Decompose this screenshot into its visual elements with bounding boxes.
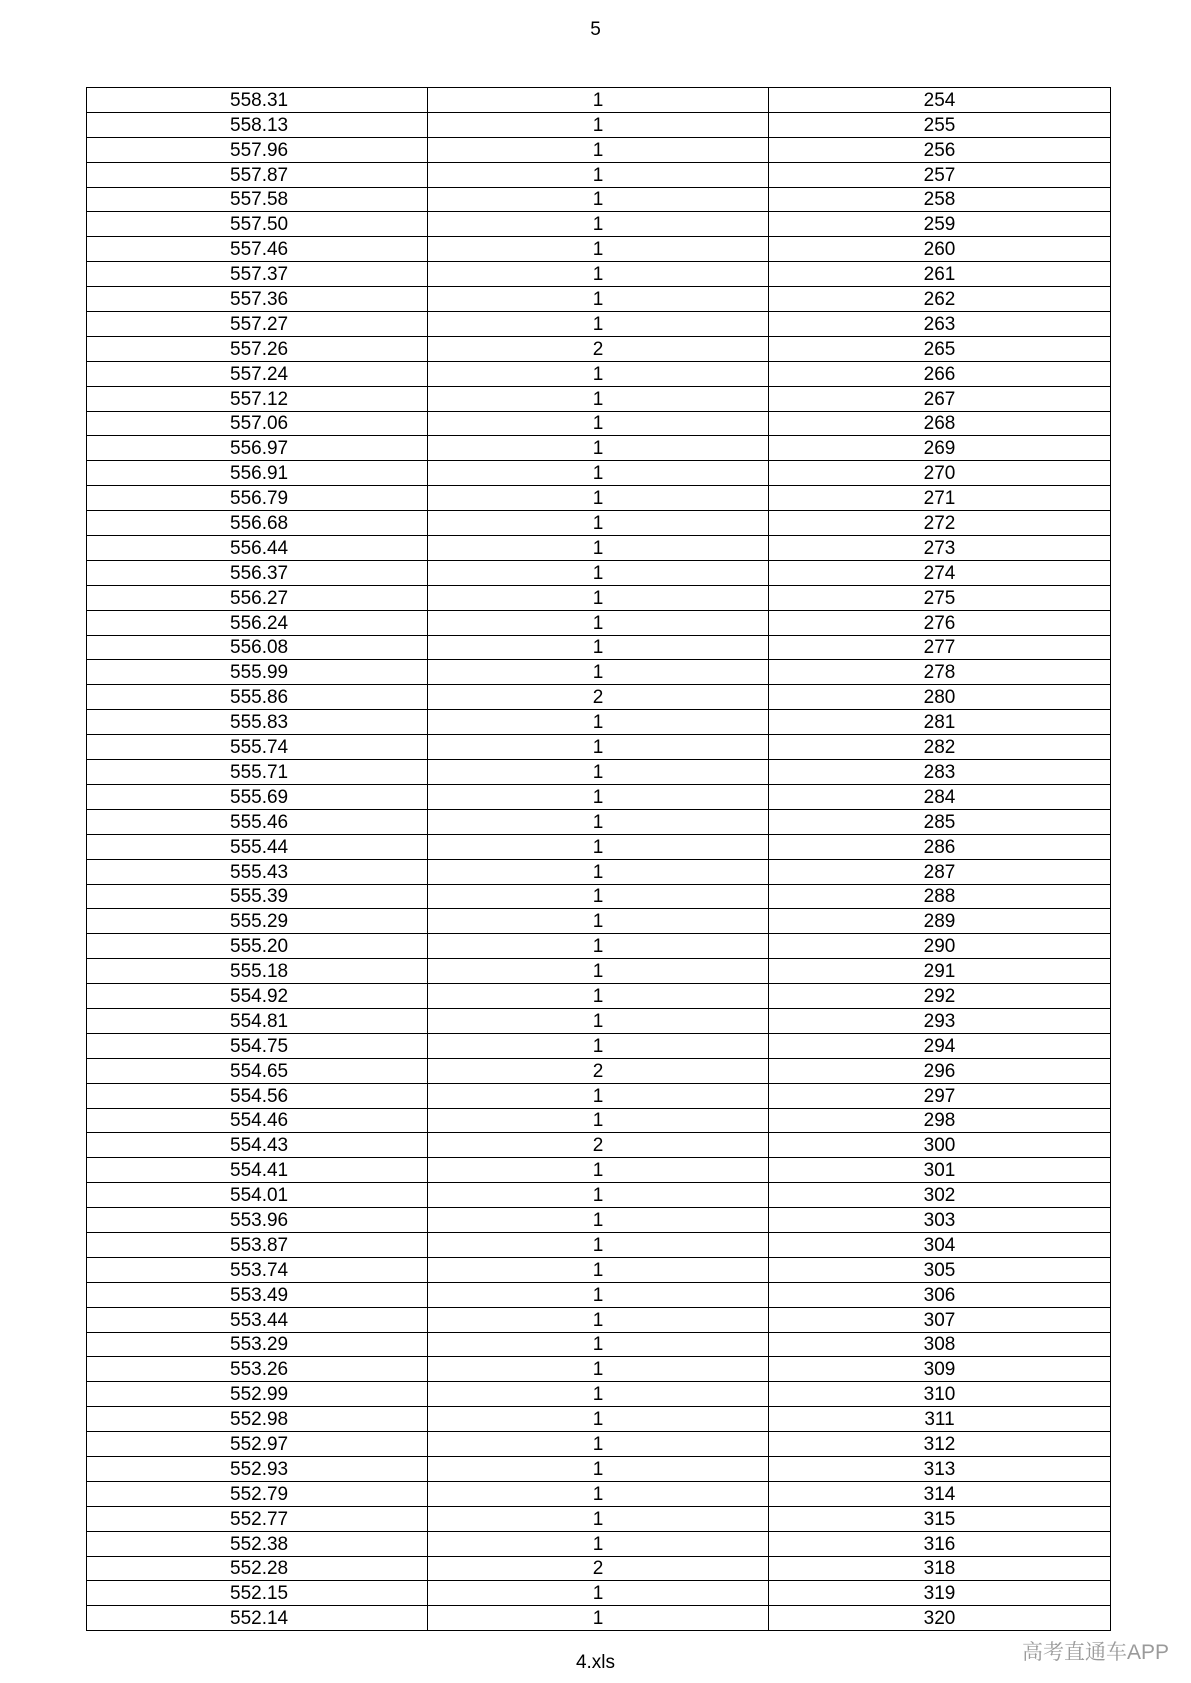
cumulative-cell: 271 [769,486,1111,511]
cumulative-cell: 261 [769,262,1111,287]
cumulative-cell: 292 [769,984,1111,1009]
score-cell: 552.15 [87,1581,428,1606]
table-row [87,1506,1111,1531]
table-row [87,784,1111,809]
score-cell: 552.79 [87,1481,428,1506]
count-cell: 1 [428,909,769,934]
cumulative-cell: 277 [769,635,1111,660]
cumulative-cell: 302 [769,1183,1111,1208]
cumulative-cell: 269 [769,436,1111,461]
score-cell: 554.43 [87,1133,428,1158]
table-row [87,137,1111,162]
count-cell: 1 [428,461,769,486]
score-cell: 557.87 [87,162,428,187]
count-cell: 1 [428,137,769,162]
table-row [87,361,1111,386]
score-cell: 556.27 [87,585,428,610]
cumulative-cell: 309 [769,1357,1111,1382]
score-cell: 557.12 [87,386,428,411]
cumulative-cell: 259 [769,212,1111,237]
page-number: 5 [590,19,601,40]
count-cell: 1 [428,635,769,660]
count-cell: 2 [428,336,769,361]
table-row [87,809,1111,834]
score-cell: 552.28 [87,1556,428,1581]
table-row [87,1108,1111,1133]
count-cell: 1 [428,237,769,262]
table-row [87,237,1111,262]
score-cell: 554.46 [87,1108,428,1133]
cumulative-cell: 281 [769,710,1111,735]
table-row [87,984,1111,1009]
table-row [87,187,1111,212]
table-row [87,1556,1111,1581]
table-row [87,312,1111,337]
table-row [87,1531,1111,1556]
table-row [87,486,1111,511]
score-cell: 554.01 [87,1183,428,1208]
score-cell: 552.38 [87,1531,428,1556]
score-cell: 555.29 [87,909,428,934]
cumulative-cell: 266 [769,361,1111,386]
score-cell: 552.93 [87,1456,428,1481]
count-cell: 1 [428,187,769,212]
table-row [87,1232,1111,1257]
table-row [87,710,1111,735]
cumulative-cell: 257 [769,162,1111,187]
count-cell: 1 [428,212,769,237]
table-row [87,411,1111,436]
cumulative-cell: 291 [769,959,1111,984]
score-cell: 554.65 [87,1058,428,1083]
table-row [87,1008,1111,1033]
score-cell: 555.99 [87,660,428,685]
cumulative-cell: 273 [769,536,1111,561]
table-row [87,88,1111,113]
cumulative-cell: 314 [769,1481,1111,1506]
count-cell: 1 [428,1407,769,1432]
score-cell: 554.81 [87,1008,428,1033]
table-row [87,287,1111,312]
cumulative-cell: 320 [769,1606,1111,1631]
score-cell: 555.43 [87,859,428,884]
score-cell: 553.29 [87,1332,428,1357]
table-row [87,1307,1111,1332]
score-cell: 555.39 [87,884,428,909]
cumulative-cell: 287 [769,859,1111,884]
count-cell: 1 [428,809,769,834]
table-row [87,436,1111,461]
cumulative-cell: 275 [769,585,1111,610]
table-row [87,1357,1111,1382]
table-row [87,1481,1111,1506]
table-row [87,660,1111,685]
table-row [87,536,1111,561]
count-cell: 2 [428,1133,769,1158]
count-cell: 1 [428,1432,769,1457]
count-cell: 1 [428,1481,769,1506]
table-row [87,760,1111,785]
table-row [87,1183,1111,1208]
cumulative-cell: 274 [769,560,1111,585]
score-table-body [87,88,1111,1631]
count-cell: 1 [428,1606,769,1631]
score-cell: 555.71 [87,760,428,785]
cumulative-cell: 286 [769,834,1111,859]
score-cell: 555.69 [87,784,428,809]
score-cell: 556.08 [87,635,428,660]
count-cell: 1 [428,1008,769,1033]
cumulative-cell: 304 [769,1232,1111,1257]
cumulative-cell: 268 [769,411,1111,436]
table-row [87,834,1111,859]
score-cell: 555.83 [87,710,428,735]
table-row [87,386,1111,411]
count-cell: 1 [428,262,769,287]
score-cell: 555.86 [87,685,428,710]
count-cell: 1 [428,536,769,561]
score-cell: 553.87 [87,1232,428,1257]
score-cell: 558.31 [87,88,428,113]
count-cell: 1 [428,361,769,386]
score-cell: 556.79 [87,486,428,511]
cumulative-cell: 305 [769,1257,1111,1282]
count-cell: 1 [428,984,769,1009]
count-cell: 1 [428,1282,769,1307]
score-cell: 556.97 [87,436,428,461]
cumulative-cell: 280 [769,685,1111,710]
count-cell: 1 [428,1232,769,1257]
count-cell: 1 [428,959,769,984]
score-cell: 553.96 [87,1208,428,1233]
count-cell: 1 [428,1183,769,1208]
count-cell: 1 [428,162,769,187]
count-cell: 1 [428,1456,769,1481]
score-cell: 555.20 [87,934,428,959]
score-cell: 557.24 [87,361,428,386]
cumulative-cell: 310 [769,1382,1111,1407]
cumulative-cell: 308 [769,1332,1111,1357]
cumulative-cell: 318 [769,1556,1111,1581]
count-cell: 1 [428,710,769,735]
cumulative-cell: 265 [769,336,1111,361]
table-row [87,262,1111,287]
score-cell: 552.99 [87,1382,428,1407]
cumulative-cell: 313 [769,1456,1111,1481]
cumulative-cell: 290 [769,934,1111,959]
table-row [87,959,1111,984]
table-row [87,1407,1111,1432]
table-row [87,1606,1111,1631]
count-cell: 1 [428,834,769,859]
count-cell: 1 [428,610,769,635]
cumulative-cell: 315 [769,1506,1111,1531]
score-cell: 557.37 [87,262,428,287]
cumulative-cell: 284 [769,784,1111,809]
count-cell: 2 [428,1556,769,1581]
table-row [87,1282,1111,1307]
cumulative-cell: 319 [769,1581,1111,1606]
score-cell: 552.14 [87,1606,428,1631]
cumulative-cell: 307 [769,1307,1111,1332]
count-cell: 1 [428,934,769,959]
count-cell: 1 [428,1257,769,1282]
count-cell: 1 [428,88,769,113]
table-row [87,1382,1111,1407]
score-cell: 552.77 [87,1506,428,1531]
count-cell: 1 [428,386,769,411]
cumulative-cell: 255 [769,112,1111,137]
count-cell: 1 [428,312,769,337]
table-row [87,909,1111,934]
count-cell: 1 [428,1158,769,1183]
table-row [87,934,1111,959]
score-cell: 555.44 [87,834,428,859]
cumulative-cell: 263 [769,312,1111,337]
count-cell: 1 [428,1108,769,1133]
score-cell: 558.13 [87,112,428,137]
count-cell: 1 [428,436,769,461]
cumulative-cell: 260 [769,237,1111,262]
count-cell: 1 [428,784,769,809]
score-cell: 557.58 [87,187,428,212]
score-cell: 555.18 [87,959,428,984]
watermark: 高考直通车APP [1021,1641,1169,1664]
table-row [87,336,1111,361]
table-row [87,610,1111,635]
cumulative-cell: 298 [769,1108,1111,1133]
score-cell: 557.46 [87,237,428,262]
cumulative-cell: 293 [769,1008,1111,1033]
table-row [87,212,1111,237]
count-cell: 1 [428,1208,769,1233]
score-cell: 557.96 [87,137,428,162]
table-row [87,511,1111,536]
cumulative-cell: 296 [769,1058,1111,1083]
score-cell: 557.26 [87,336,428,361]
table-row [87,735,1111,760]
cumulative-cell: 267 [769,386,1111,411]
table-row [87,1083,1111,1108]
count-cell: 2 [428,685,769,710]
table-row [87,1332,1111,1357]
table-row [87,112,1111,137]
cumulative-cell: 311 [769,1407,1111,1432]
count-cell: 2 [428,1058,769,1083]
score-cell: 556.44 [87,536,428,561]
score-cell: 554.56 [87,1083,428,1108]
cumulative-cell: 312 [769,1432,1111,1457]
count-cell: 1 [428,112,769,137]
table-row [87,1257,1111,1282]
score-cell: 557.06 [87,411,428,436]
count-cell: 1 [428,1307,769,1332]
score-cell: 557.50 [87,212,428,237]
table-row [87,1133,1111,1158]
count-cell: 1 [428,287,769,312]
score-cell: 555.74 [87,735,428,760]
count-cell: 1 [428,884,769,909]
cumulative-cell: 294 [769,1033,1111,1058]
score-cell: 553.49 [87,1282,428,1307]
cumulative-cell: 306 [769,1282,1111,1307]
count-cell: 1 [428,1357,769,1382]
score-cell: 556.24 [87,610,428,635]
score-cell: 556.68 [87,511,428,536]
cumulative-cell: 270 [769,461,1111,486]
count-cell: 1 [428,1506,769,1531]
cumulative-cell: 256 [769,137,1111,162]
table-row [87,1456,1111,1481]
count-cell: 1 [428,411,769,436]
cumulative-cell: 303 [769,1208,1111,1233]
cumulative-cell: 283 [769,760,1111,785]
score-cell: 553.26 [87,1357,428,1382]
cumulative-cell: 276 [769,610,1111,635]
score-cell: 554.92 [87,984,428,1009]
table-row [87,1058,1111,1083]
score-cell: 553.74 [87,1257,428,1282]
count-cell: 1 [428,511,769,536]
table-row [87,1581,1111,1606]
score-table [86,87,1111,1631]
cumulative-cell: 258 [769,187,1111,212]
score-cell: 554.41 [87,1158,428,1183]
score-cell: 552.97 [87,1432,428,1457]
table-row [87,585,1111,610]
cumulative-cell: 316 [769,1531,1111,1556]
cumulative-cell: 272 [769,511,1111,536]
score-cell: 557.36 [87,287,428,312]
table-row [87,884,1111,909]
table-row [87,162,1111,187]
count-cell: 1 [428,1581,769,1606]
footer-filename: 4.xls [575,1652,616,1673]
cumulative-cell: 288 [769,884,1111,909]
score-cell: 554.75 [87,1033,428,1058]
count-cell: 1 [428,760,769,785]
table-row [87,635,1111,660]
score-cell: 556.37 [87,560,428,585]
count-cell: 1 [428,859,769,884]
score-cell: 557.27 [87,312,428,337]
score-cell: 552.98 [87,1407,428,1432]
cumulative-cell: 301 [769,1158,1111,1183]
count-cell: 1 [428,1332,769,1357]
table-row [87,1432,1111,1457]
cumulative-cell: 285 [769,809,1111,834]
table-row [87,560,1111,585]
cumulative-cell: 262 [769,287,1111,312]
score-cell: 555.46 [87,809,428,834]
count-cell: 1 [428,1382,769,1407]
cumulative-cell: 278 [769,660,1111,685]
count-cell: 1 [428,560,769,585]
cumulative-cell: 282 [769,735,1111,760]
cumulative-cell: 289 [769,909,1111,934]
cumulative-cell: 297 [769,1083,1111,1108]
table-row [87,1158,1111,1183]
count-cell: 1 [428,1531,769,1556]
count-cell: 1 [428,585,769,610]
count-cell: 1 [428,1083,769,1108]
score-cell: 556.91 [87,461,428,486]
count-cell: 1 [428,660,769,685]
table-row [87,1208,1111,1233]
cumulative-cell: 254 [769,88,1111,113]
table-row [87,461,1111,486]
table-row [87,685,1111,710]
count-cell: 1 [428,1033,769,1058]
table-row [87,859,1111,884]
count-cell: 1 [428,735,769,760]
table-row [87,1033,1111,1058]
count-cell: 1 [428,486,769,511]
score-cell: 553.44 [87,1307,428,1332]
cumulative-cell: 300 [769,1133,1111,1158]
